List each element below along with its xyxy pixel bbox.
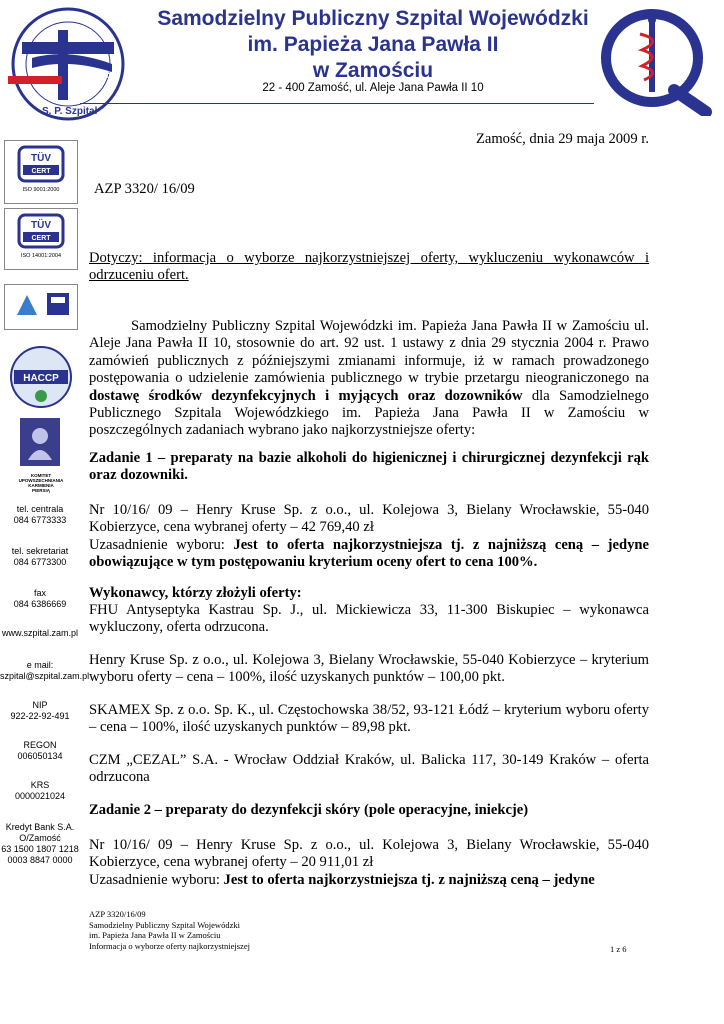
tuv-iso9001-badge [4, 140, 78, 204]
svg-text:S. P. Szpital: S. P. Szpital [42, 106, 98, 117]
page-number: 1 z 6 [610, 944, 627, 954]
task1-title: Zadanie 1 – preparaty na bazie alkoholi do higienicznej i chirurgicznej dezynfekcji rąk oraz dozowniki. [89, 450, 649, 484]
contact-nip: NIP 922-22-92-491 [10, 700, 70, 721]
bidder-2: Henry Kruse Sp. z o.o., ul. Kolejowa 3, Bielany Wrocławskie, 55-040 Kobierzyce – kryterium wyboru oferty – cena – 100%, ilość uzyskanych punktów – 100,00 pkt. [89, 652, 649, 686]
hospital-name-line3: w Zamościu [312, 59, 434, 82]
document-subject: Dotyczy: informacja o wyborze najkorzystniejszej oferty, wykluczeniu wykonawców i odrzuceniu ofert. [89, 250, 649, 284]
bidder-3: SKAMEX Sp. z o.o. Sp. K., ul. Częstochowska 38/52, 93-121 Łódź – kryterium wyboru oferty – cena – 100%, ilość uzyskanych punktów – 89,98 pkt. [89, 702, 649, 736]
contract-subject: dostawę środków dezynfekcyjnych i myjących oraz dozowników [89, 387, 523, 404]
svg-text:TÜV: TÜV [31, 153, 51, 164]
hospital-name [150, 6, 596, 84]
quality-logo [594, 4, 712, 116]
svg-text:CERT: CERT [31, 235, 51, 242]
intro-paragraph: Samodzielny Publiczny Szpital Wojewódzki im. Papieża Jana Pawła II w Zamościu ul. Aleje Jana Pawła II 10, stosownie do art. 92 ust. 1 ustawy z dnia 29 stycznia 2004 r. Prawo zamówień publicznych z późniejszymi zmianami informuje, iż w ramach prowadzonego postępowania o udzielenie zamówienia publicznego w trybie przetargu nieograniczonego na dostawę środków dezynfekcyjnych i myjących oraz dozowników dla Samodzielnego Publicznego Szpitala Wojewódzkiego im. Papieża Jana Pawła II w Zamościu w poszczególnych zadaniach wybrano jako najkorzystniejsze oferty: [89, 318, 649, 439]
contact-bank: Kredyt Bank S.A. O/Zamość 63 1500 1807 1218 0003 8847 0000 [1, 822, 79, 865]
contact-krs: KRS 0000021024 [14, 780, 66, 801]
haccp-badge [8, 344, 74, 410]
document-reference: AZP 3320/ 16/09 [94, 181, 195, 197]
svg-text:TÜV: TÜV [31, 220, 51, 231]
contact-fax: fax 084 6386669 [13, 588, 67, 609]
hospital-address: 22 - 400 Zamość, ul. Aleje Jana Pawła II 10 [262, 82, 484, 94]
bidder-1: FHU Antyseptyka Kastrau Sp. J., ul. Mickiewicza 33, 11-300 Biskupiec – wykonawca wykluczony, oferta odrzucona. [89, 602, 649, 636]
hospital-logo [2, 2, 142, 126]
breastfeeding-committee-badge: KOMITET UPOWSZECHNIANIA KARMIENIA PIERSIĄ [6, 416, 76, 490]
bidders-title: Wykonawcy, którzy złożyli oferty: [89, 585, 302, 601]
svg-text:zamość: zamość [78, 70, 112, 80]
contact-regon: REGON 006050134 [17, 740, 63, 761]
page-footer: AZP 3320/16/09 Samodzielny Publiczny Szpital Wojewódzki im. Papieża Jana Pawła II w Zamościu Informacja o wyborze oferty najkorzystniejszej [89, 909, 250, 951]
bidder-4: CZM „CEZAL” S.A. - Wrocław Oddział Kraków, ul. Balicka 117, 30-149 Kraków – oferta odrzucona [89, 752, 649, 786]
certification-marks-icon [4, 284, 78, 330]
contact-website[interactable]: www.szpital.zam.pl [1, 628, 79, 638]
svg-text:HACCP: HACCP [23, 373, 59, 384]
svg-text:CERT: CERT [31, 168, 51, 175]
tuv-iso14001-badge [4, 208, 78, 270]
task1-offer: Nr 10/16/ 09 – Henry Kruse Sp. z o.o., ul. Kolejowa 3, Bielany Wrocławskie, 55-040 Kobierzyce, cena wybranej oferty – 42 769,40 zł Uzasadnienie wyboru: Jest to oferta najkorzystniejsza tj. z najniższą ceną – jedyne obowiązujące w tym postępowaniu kryterium oceny ofert to cena 100%. [89, 502, 649, 571]
svg-text:ISO 14001:2004: ISO 14001:2004 [20, 253, 62, 259]
svg-text:ISO 9001:2000: ISO 9001:2000 [22, 187, 60, 193]
task2-offer: Nr 10/16/ 09 – Henry Kruse Sp. z o.o., ul. Kolejowa 3, Bielany Wrocławskie, 55-040 Kobierzyce, cena wybranej oferty – 20 911,01 zł Uzasadnienie wyboru: Jest to oferta najkorzystniejsza tj. z najniższą ceną – jedyne [89, 837, 649, 888]
header-rule [80, 103, 594, 104]
contact-email[interactable]: e mail: szpital@szpital.zam.pl [0, 660, 90, 681]
document-date: Zamość, dnia 29 maja 2009 r. [475, 131, 649, 147]
hospital-name-line1: Samodzielny Publiczny Szpital Wojewódzki [157, 7, 589, 30]
contact-phone-central: tel. centrala 084 6773333 [13, 504, 67, 525]
task2-title: Zadanie 2 – preparaty do dezynfekcji skóry (pole operacyjne, iniekcje) [89, 802, 529, 818]
hospital-name-line2: im. Papieża Jana Pawła II [247, 33, 499, 56]
contact-phone-secretariat: tel. sekretariat 084 6773300 [11, 546, 69, 567]
